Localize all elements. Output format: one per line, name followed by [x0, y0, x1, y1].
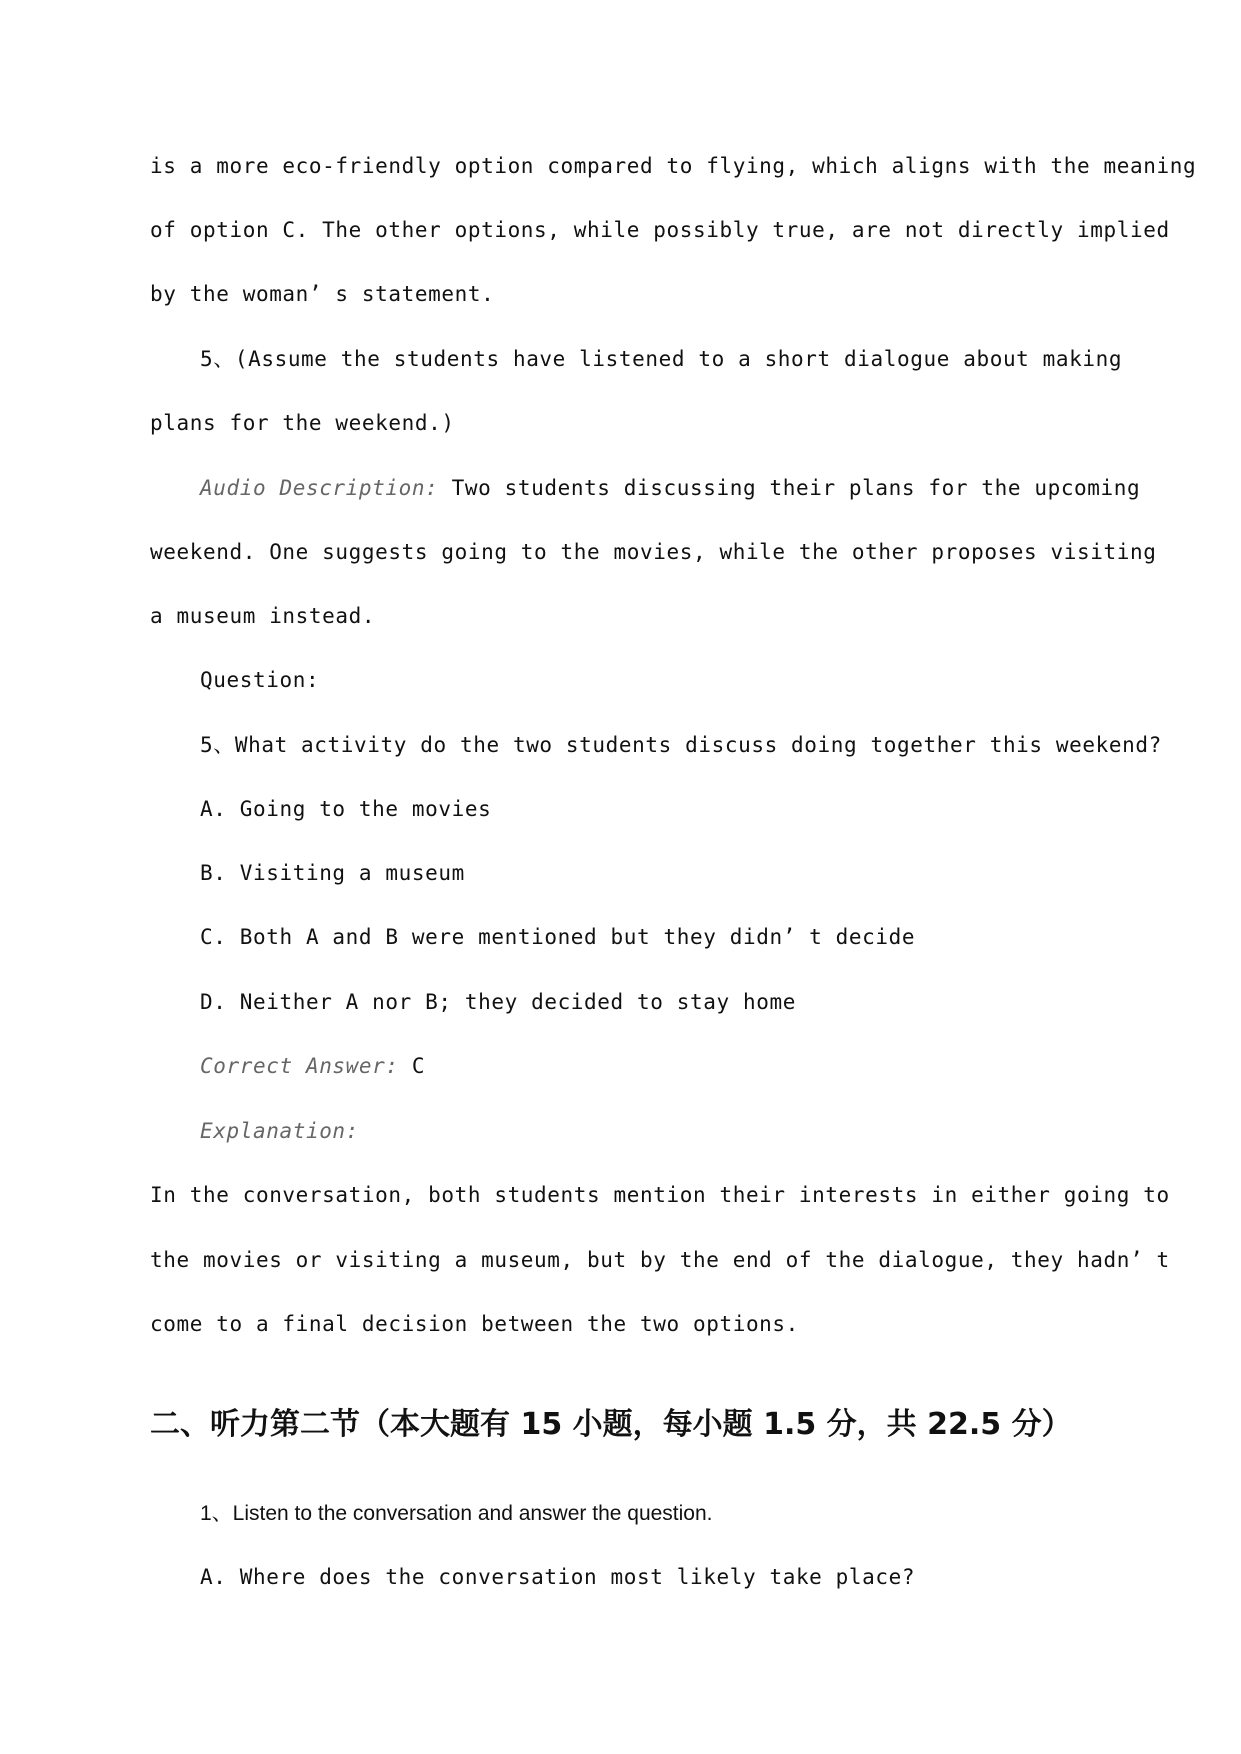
- section2-q1-instruction: 1、Listen to the conversation and answer the question.: [200, 1502, 713, 1525]
- question-label: Question:: [200, 668, 320, 692]
- explanation-line-3: come to a final decision between the two options.: [150, 1312, 799, 1336]
- option-d: D. Neither A nor B; they decided to stay home: [200, 990, 796, 1014]
- explanation-line-1: In the conversation, both students mention their interests in either going to: [150, 1183, 1170, 1207]
- q5-intro-line-1: 5、(Assume the students have listened to a short dialogue about making: [200, 347, 1123, 371]
- explanation-label: Explanation:: [200, 1119, 359, 1143]
- section2-q1-question: A. Where does the conversation most likely take place?: [200, 1565, 916, 1589]
- prev-explanation-line-1: is a more eco-friendly option compared to flying, which aligns with the meaning: [150, 154, 1197, 178]
- section-heading: 二、听力第二节（本大题有 15 小题，每小题 1.5 分，共 22.5 分）: [150, 1407, 1072, 1442]
- option-a: A. Going to the movies: [200, 797, 492, 821]
- option-c: C. Both A and B were mentioned but they didn’ t decide: [200, 925, 916, 949]
- audio-description-label: Audio Description:: [200, 476, 439, 500]
- question-text: 5、What activity do the two students discuss doing together this weekend?: [200, 733, 1162, 757]
- correct-answer: [200, 1052, 1160, 1080]
- prev-explanation-line-3: by the woman’ s statement.: [150, 282, 495, 306]
- option-b: B. Visiting a museum: [200, 861, 465, 885]
- correct-answer-label: Correct Answer:: [200, 1054, 399, 1078]
- audio-description-line-1: [200, 474, 1160, 502]
- q5-intro-line-2: plans for the weekend.): [150, 411, 455, 435]
- explanation-line-2: the movies or visiting a museum, but by the end of the dialogue, they hadn’ t: [150, 1248, 1170, 1272]
- audio-description-line-3: a museum instead.: [150, 604, 376, 628]
- prev-explanation-line-2: of option C. The other options, while possibly true, are not directly implied: [150, 218, 1170, 242]
- audio-description-text: Two students discussing their plans for the upcoming: [438, 476, 1141, 500]
- correct-answer-value: C: [398, 1054, 426, 1078]
- audio-description-line-2: weekend. One suggests going to the movies, while the other proposes visiting: [150, 540, 1157, 564]
